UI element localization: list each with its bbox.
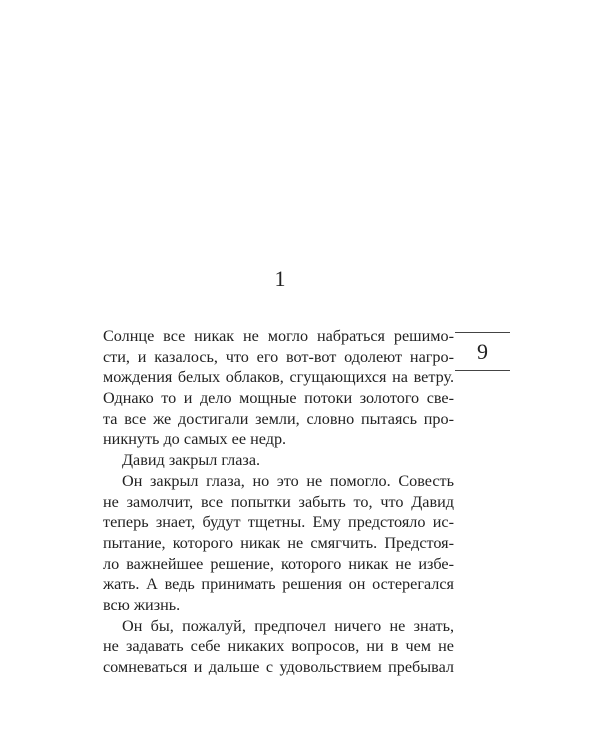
chapter-number: 1 xyxy=(274,266,286,291)
page-number: 9 xyxy=(455,332,510,371)
text-line: жать. А ведь принимать решения он остерегался xyxy=(103,575,454,594)
text-line: всю жизнь. xyxy=(103,595,181,614)
text-line: пытание, которого никак не смягчить. Предстоя- xyxy=(103,533,454,552)
body-text xyxy=(103,326,454,678)
text-line: Он закрыл глаза, но это не помогло. Совесть xyxy=(122,471,454,490)
text-line: сти, и казалось, что его вот-вот одолеют нагро- xyxy=(103,347,454,366)
text-line: не задавать себе никаких вопросов, ни в чем не xyxy=(103,637,454,656)
text-line: Солнце все никак не могло набраться решимо- xyxy=(103,327,454,345)
text-line: никнуть до самых ее недр. xyxy=(103,430,287,449)
text-line: мождения белых облаков, сгущающихся на ветру. xyxy=(103,368,454,387)
text-line: Однако то и дело мощные потоки золотого све- xyxy=(103,389,454,408)
text-line: сомневаться и дальше с удовольствием пребывал xyxy=(103,658,454,676)
text-line: ло важнейшее решение, которого никак не избе- xyxy=(103,554,454,573)
text-line: теперь знает, будут тщетны. Ему предстояло ис- xyxy=(103,513,454,532)
text-line: не замолчит, все попытки забыть то, что Давид xyxy=(103,492,454,511)
text-line: та все же достигали земли, словно пытаясь про- xyxy=(103,409,454,428)
text-line: Давид закрыл глаза. xyxy=(122,451,261,470)
text-line: Он бы, пожалуй, предпочел ничего не знать, xyxy=(122,616,454,635)
